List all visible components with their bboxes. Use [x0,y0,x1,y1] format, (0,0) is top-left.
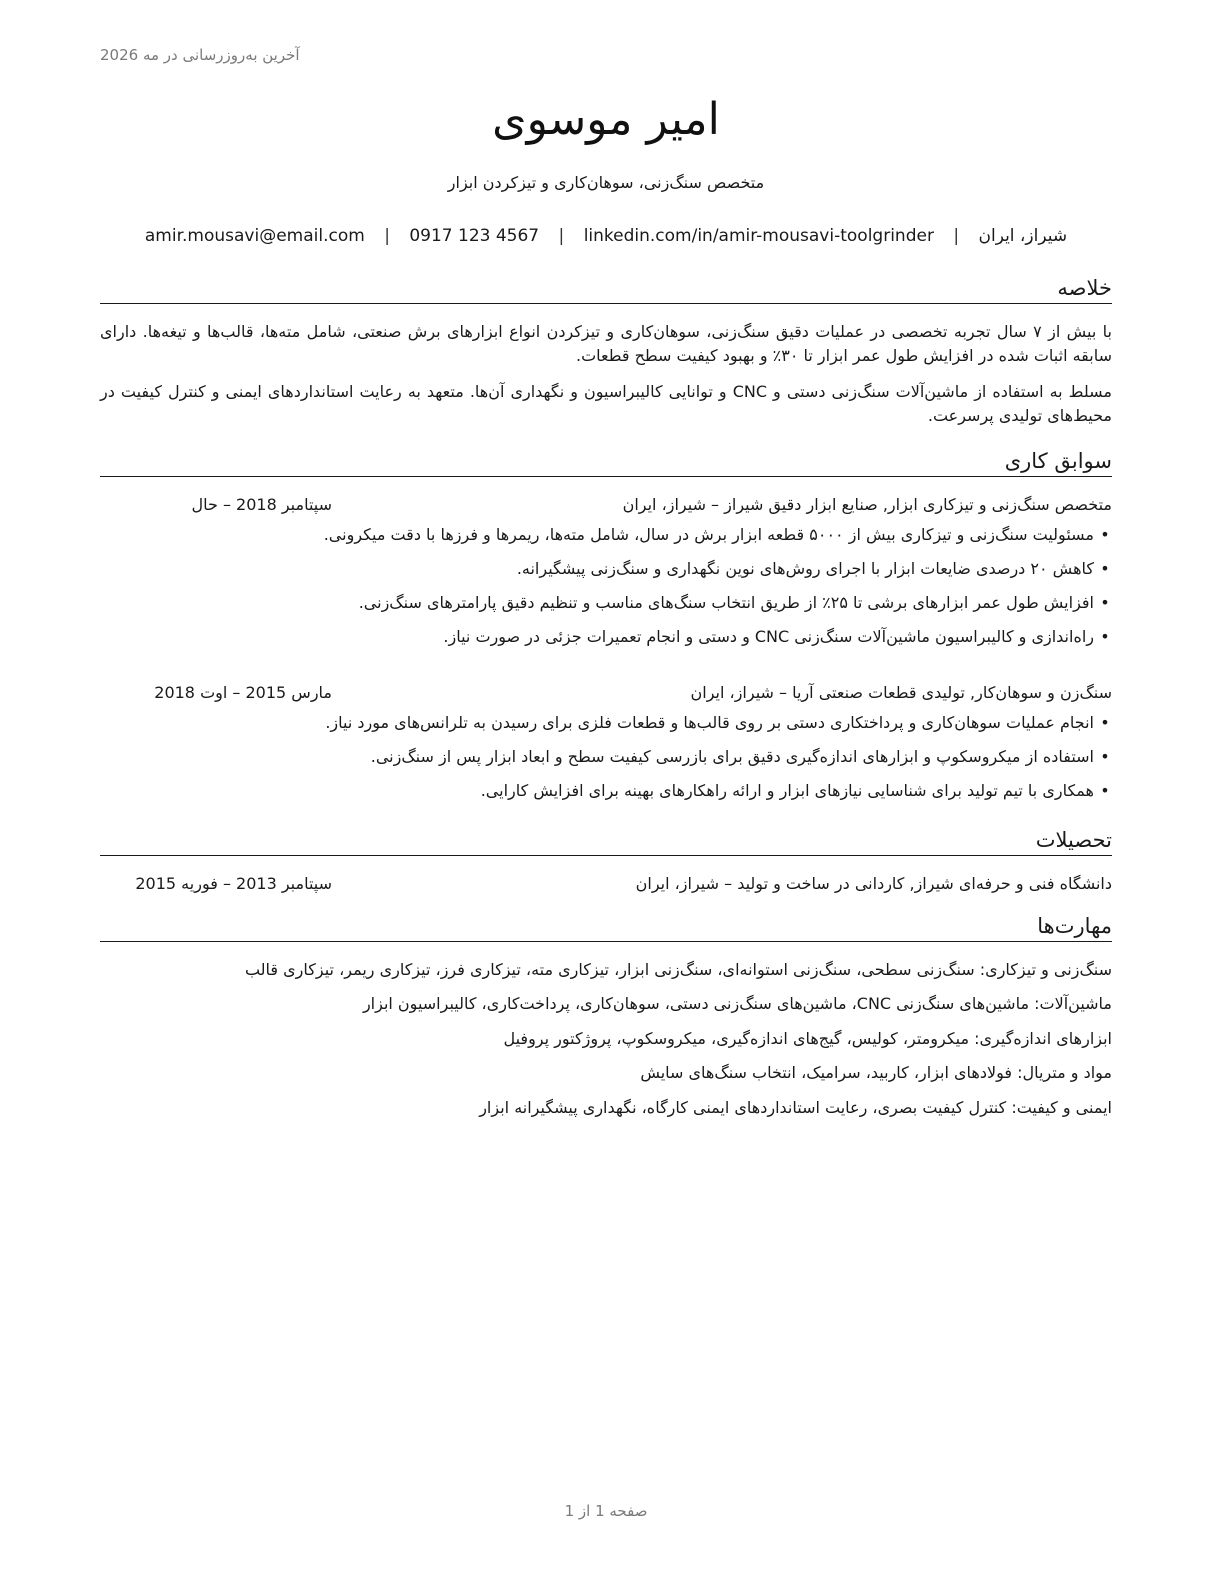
contact-email[interactable]: amir.mousavi@email.com [144,226,365,246]
job-header [100,681,1112,705]
summary-paragraph: مسلط به استفاده از ماشین‌آلات سنگ‌زنی دستی و CNC و توانایی کالیبراسیون و نگهداری آن‌ها. متعهد به رعایت استانداردهای ایمنی و کنترل کیفیت در محیط‌های تولیدی پرسرعت. [100,382,1113,425]
candidate-headline: متخصص سنگ‌زنی، سوهان‌کاری و تیزکردن ابزار [447,173,765,192]
bullet-icon: • [1100,627,1110,646]
skill-line: ابزارهای اندازه‌گیری: میکرومتر، کولیس، گیج‌های اندازه‌گیری، میکروسکوپ، پروژکتور پروفیل [503,1029,1112,1048]
bullet-icon: • [1100,593,1110,612]
contact-separator: | [558,226,565,246]
job-role: سنگ‌زن و سوهان‌کار, تولیدی قطعات صنعتی آریا – شیراز، ایران [690,683,1112,702]
skill-line: ایمنی و کیفیت: کنترل کیفیت بصری، رعایت استانداردهای ایمنی کارگاه، نگهداری پیشگیرانه ابزار [479,1098,1112,1117]
summary-paragraph: با بیش از ۷ سال تجربه تخصصی در عملیات دقیق سنگ‌زنی، سوهان‌کاری و تیزکردن انواع ابزارهای برش صنعتی، شامل مته‌ها، قالب‌ها و تیغه‌ها. دارای سابقه اثبات شده در افزایش طول عمر ابزار تا ۳۰٪ و بهبود کیفیت سطح قطعات. [100,322,1112,365]
contact-linkedin[interactable]: linkedin.com/in/amir-mousavi-toolgrinder [583,226,934,246]
education-school: دانشگاه فنی و حرفه‌ای شیراز, کاردانی در ساخت و تولید – شیراز، ایران [635,874,1112,893]
bullet-icon: • [1100,525,1110,544]
bullet-icon: • [1100,781,1110,800]
bullet-icon: • [1100,713,1110,732]
contact-separator: | [384,226,390,246]
list-item: •راه‌اندازی و کالیبراسیون ماشین‌آلات سنگ‌زنی CNC و دستی و انجام تعمیرات جزئی در صورت نیاز. [100,625,1112,659]
list-item: •استفاده از میکروسکوپ و ابزارهای اندازه‌گیری دقیق برای بازرسی کیفیت سطح و ابعاد ابزار پس از سنگ‌زنی. [100,745,1112,779]
job-header [100,493,1112,517]
job-role: متخصص سنگ‌زنی و تیزکاری ابزار, صنایع ابزار دقیق شیراز – شیراز، ایران [622,495,1112,514]
experience-heading: سوابق کاری [100,447,1112,477]
last-updated-note: آخرین به‌روزرسانی در مه 2026 [100,46,300,64]
skills-heading: مهارت‌ها [100,912,1112,942]
list-item: •افزایش طول عمر ابزارهای برشی تا ۲۵٪ از طریق انتخاب سنگ‌های مناسب و تنظیم دقیق پارامترهای سنگ‌زنی. [100,591,1112,625]
education-date: سپتامبر 2013 – فوریه 2015 [135,874,332,893]
skill-line: مواد و متریال: فولادهای ابزار، کاربید، سرامیک، انتخاب سنگ‌های سایش [640,1063,1112,1082]
list-item: •همکاری با تیم تولید برای شناسایی نیازهای ابزار و ارائه راهکارهای بهینه برای افزایش کارایی. [100,779,1112,813]
page-number: صفحه 1 از 1 [564,1502,648,1520]
resume-page [100,0,1112,1584]
summary-heading: خلاصه [100,274,1112,304]
education-entry [100,872,1112,896]
job-bullets [100,711,1112,813]
list-item: •انجام عملیات سوهان‌کاری و پرداختکاری دستی بر روی قالب‌ها و قطعات فلزی برای رسیدن به تلرانس‌های مورد نیاز. [100,711,1112,745]
job-bullets [100,523,1112,659]
contact-phone: 0917 123 4567 [409,226,540,246]
contact-location: شیراز، ایران [978,226,1068,246]
job-date: مارس 2015 – اوت 2018 [154,683,332,702]
bullet-icon: • [1100,559,1110,578]
contact-line [100,224,1112,248]
skill-line: سنگ‌زنی و تیزکاری: سنگ‌زنی سطحی، سنگ‌زنی استوانه‌ای، سنگ‌زنی ابزار، تیزکاری مته، تیزکاری فرز، تیزکاری ریمر، تیزکاری قالب [244,960,1112,979]
skill-line: ماشین‌آلات: ماشین‌های سنگ‌زنی CNC، ماشین‌های سنگ‌زنی دستی، سوهان‌کاری، پرداخت‌کاری، کالیبراسیون ابزار [362,994,1112,1013]
education-heading: تحصیلات [100,826,1112,856]
contact-separator: | [953,226,960,246]
candidate-name: امیر موسوی [492,94,720,145]
job-date: سپتامبر 2018 – حال [191,495,332,514]
list-item: •کاهش ۲۰ درصدی ضایعات ابزار با اجرای روش‌های نوین نگهداری و سنگ‌زنی پیشگیرانه. [100,557,1112,591]
list-item: •مسئولیت سنگ‌زنی و تیزکاری بیش از ۵۰۰۰ قطعه ابزار برش در سال، شامل مته‌ها، ریمرها و فرزها با دقت میکرونی. [100,523,1112,557]
bullet-icon: • [1100,747,1110,766]
